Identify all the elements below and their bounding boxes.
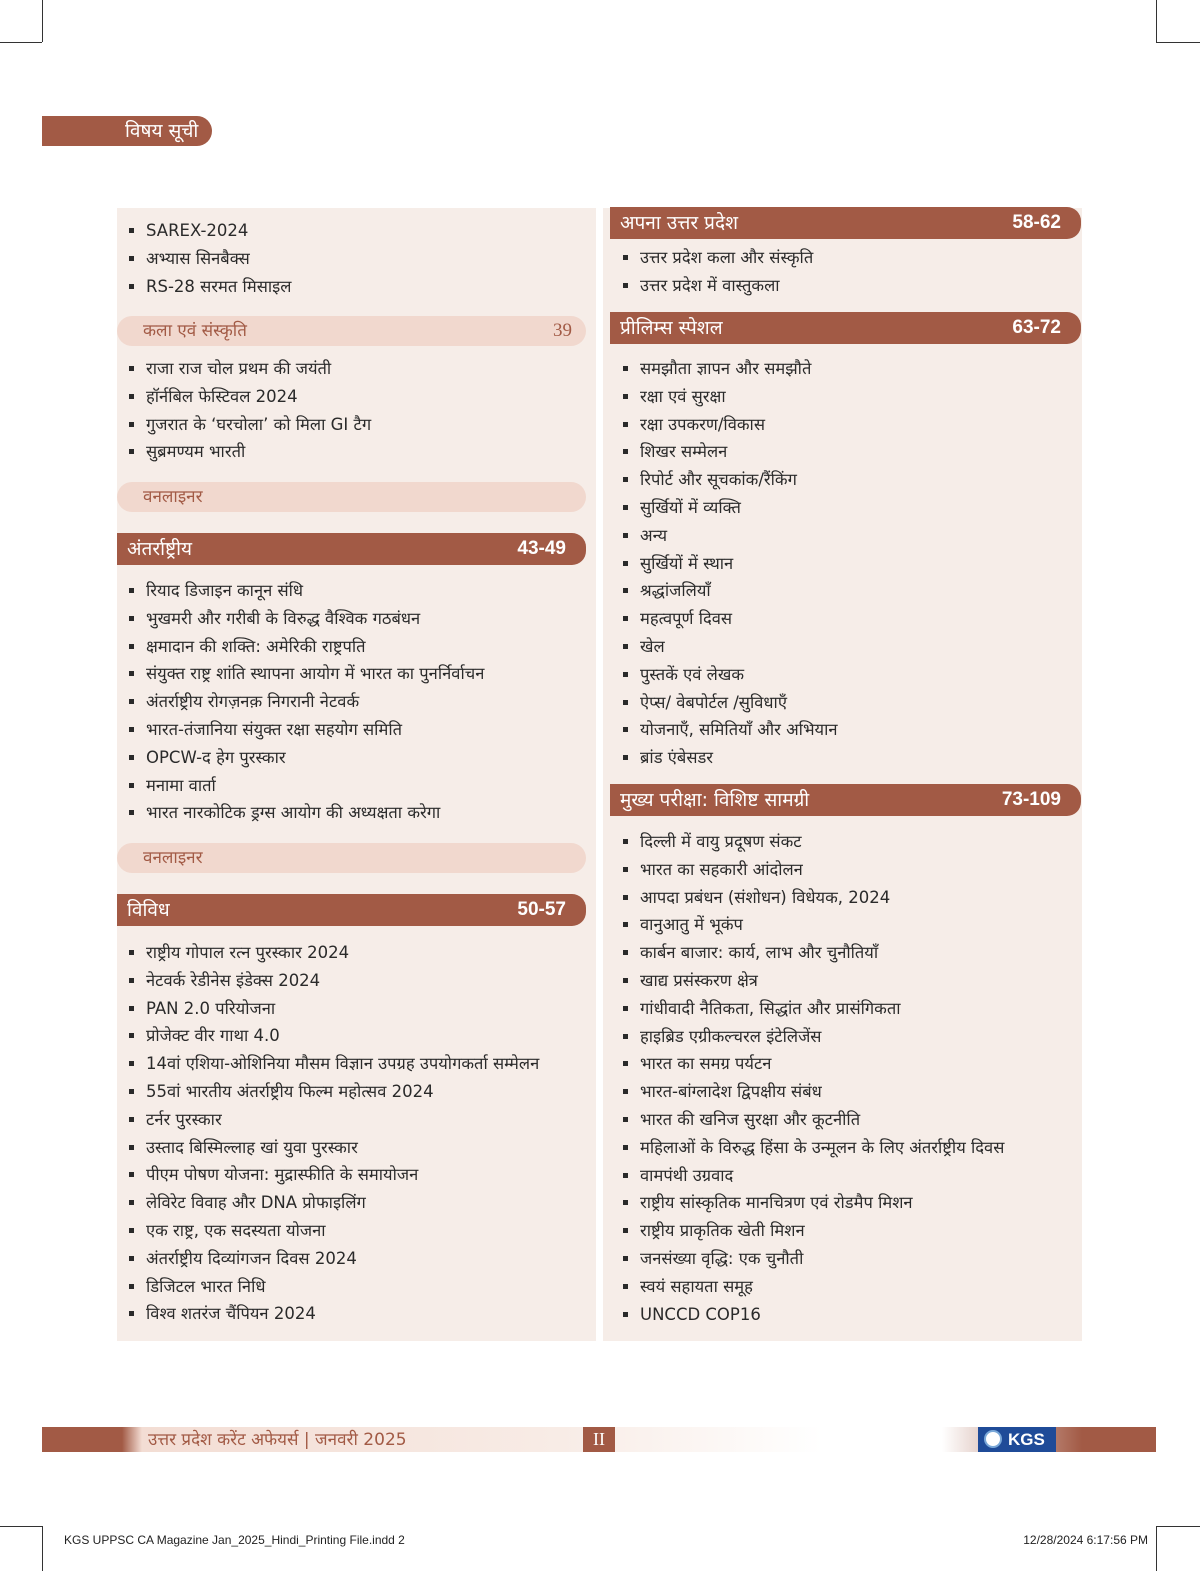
kala-list [128,355,371,466]
list-item[interactable]: उस्ताद बिस्मिल्लाह खां युवा पुरस्कार [128,1134,539,1162]
footer-title: उत्तर प्रदेश करेंट अफेयर्स | जनवरी 2025 [148,1430,407,1450]
list-item[interactable]: नेटवर्क रेडीनेस इंडेक्स 2024 [128,967,539,995]
list-item[interactable]: OPCW-द हेग पुरस्कार [128,744,484,772]
oneliner-pill[interactable] [117,482,586,512]
section-pages: 43-49 [517,538,566,559]
section-vividh[interactable] [117,894,586,926]
page-title: विषय सूची [42,116,212,146]
list-item[interactable]: पीएम पोषण योजना: मुद्रास्फीति के समायोजन [128,1161,539,1189]
list-item[interactable]: क्षमादान की शक्ति: अमेरिकी राष्ट्रपति [128,633,484,661]
list-item[interactable]: डिजिटल भारत निधि [128,1273,539,1301]
list-item[interactable]: विश्व शतरंज चैंपियन 2024 [128,1300,539,1328]
up-list [622,244,813,300]
list-item[interactable]: हाइब्रिड एग्रीकल्चरल इंटेलिजेंस [622,1023,1004,1051]
list-item[interactable]: पुस्तकें एवं लेखक [622,661,838,689]
intro-list [128,217,291,300]
list-item[interactable]: वामपंथी उग्रवाद [622,1162,1004,1190]
oneliner-pill[interactable] [117,843,586,873]
list-item[interactable]: राष्ट्रीय सांस्कृतिक मानचित्रण एवं रोडमैप मिशन [622,1189,1004,1217]
list-item[interactable]: गांधीवादी नैतिकता, सिद्धांत और प्रासंगिकता [622,995,1004,1023]
prelims-list [622,355,838,772]
list-item[interactable]: योजनाएँ, समितियाँ और अभियान [622,716,838,744]
list-item[interactable]: स्वयं सहायता समूह [622,1273,1004,1301]
section-pages: 63-72 [1012,317,1061,338]
list-item[interactable]: टर्नर पुरस्कार [128,1106,539,1134]
section-title: कला एवं संस्कृति [143,321,247,341]
list-item[interactable]: हॉर्नबिल फेस्टिवल 2024 [128,383,371,411]
crop-mark [42,0,43,42]
page-number: II [583,1427,615,1452]
list-item[interactable]: भारत-बांग्लादेश द्विपक्षीय संबंध [622,1078,1004,1106]
list-item[interactable]: 14वां एशिया-ओशिनिया मौसम विज्ञान उपग्रह उपयोगकर्ता सम्मेलन [128,1050,539,1078]
section-mains[interactable] [610,784,1081,816]
list-item[interactable]: खाद्य प्रसंस्करण क्षेत्र [622,967,1004,995]
list-item[interactable]: भुखमरी और गरीबी के विरुद्ध वैश्विक गठबंधन [128,605,484,633]
list-item[interactable]: जनसंख्या वृद्धि: एक चुनौती [622,1245,1004,1273]
section-pages: 73-109 [1001,789,1061,810]
list-item[interactable]: महत्वपूर्ण दिवस [622,605,838,633]
section-kala[interactable] [117,316,586,346]
vividh-list [128,939,539,1328]
list-item[interactable]: रक्षा एवं सुरक्षा [622,383,838,411]
list-item[interactable]: अन्य [622,522,838,550]
list-item[interactable]: श्रद्धांजलियाँ [622,577,838,605]
list-item[interactable]: महिलाओं के विरुद्ध हिंसा के उन्मूलन के लिए अंतर्राष्ट्रीय दिवस [622,1134,1004,1162]
list-item[interactable]: राजा राज चोल प्रथम की जयंती [128,355,371,383]
list-item[interactable]: शिखर सम्मेलन [622,438,838,466]
section-title: मुख्य परीक्षा: विशिष्ट सामग्री [620,789,810,811]
section-prelims[interactable] [610,312,1081,344]
list-item[interactable]: PAN 2.0 परियोजना [128,995,539,1023]
list-item[interactable]: आपदा प्रबंधन (संशोधन) विधेयक, 2024 [622,884,1004,912]
logo-emblem-icon [984,1430,1002,1448]
list-item[interactable]: SAREX-2024 [128,217,291,245]
list-item[interactable]: सुर्खियों में स्थान [622,550,838,578]
list-item[interactable]: भारत नारकोटिक ड्रग्स आयोग की अध्यक्षता करेगा [128,799,484,827]
section-title: वनलाइनर [143,848,203,868]
list-item[interactable]: दिल्ली में वायु प्रदूषण संकट [622,828,1004,856]
kgs-logo: KGS [978,1427,1056,1452]
list-item[interactable]: 55वां भारतीय अंतर्राष्ट्रीय फिल्म महोत्सव 2024 [128,1078,539,1106]
list-item[interactable]: RS-28 सरमत मिसाइल [128,273,291,301]
list-item[interactable]: वानुआतु में भूकंप [622,911,1004,939]
list-item[interactable]: समझौता ज्ञापन और समझौते [622,355,838,383]
list-item[interactable]: अभ्यास सिनबैक्स [128,245,291,273]
crop-mark [42,1526,43,1571]
list-item[interactable]: कार्बन बाजार: कार्य, लाभ और चुनौतियाँ [622,939,1004,967]
print-slug-file: KGS UPPSC CA Magazine Jan_2025_Hindi_Printing File.indd 2 [64,1533,405,1547]
list-item[interactable]: रियाद डिजाइन कानून संधि [128,577,484,605]
crop-mark [0,1526,42,1527]
section-title: अपना उत्तर प्रदेश [620,212,738,234]
list-item[interactable]: राष्ट्रीय गोपाल रत्न पुरस्कार 2024 [128,939,539,967]
section-title: अंतर्राष्ट्रीय [127,538,193,560]
list-item[interactable]: UNCCD COP16 [622,1301,1004,1329]
list-item[interactable]: अंतर्राष्ट्रीय दिव्यांगजन दिवस 2024 [128,1245,539,1273]
list-item[interactable]: अंतर्राष्ट्रीय रोगज़नक़ निगरानी नेटवर्क [128,688,484,716]
list-item[interactable]: भारत की खनिज सुरक्षा और कूटनीति [622,1106,1004,1134]
list-item[interactable]: मनामा वार्ता [128,772,484,800]
list-item[interactable]: रिपोर्ट और सूचकांक/रैंकिंग [622,466,838,494]
section-title: प्रीलिम्स स्पेशल [620,317,723,339]
section-title: विविध [127,899,170,921]
antarrashtriya-list [128,577,484,827]
crop-mark [1156,1526,1200,1527]
list-item[interactable]: भारत-तंजानिया संयुक्त रक्षा सहयोग समिति [128,716,484,744]
crop-mark [1156,42,1200,43]
section-antarrashtriya[interactable] [117,533,586,565]
print-slug-datetime: 12/28/2024 6:17:56 PM [1023,1533,1148,1547]
list-item[interactable]: लेविरेट विवाह और DNA प्रोफाइलिंग [128,1189,539,1217]
list-item[interactable]: सुब्रमण्यम भारती [128,438,371,466]
list-item[interactable]: एक राष्ट्र, एक सदस्यता योजना [128,1217,539,1245]
section-pages: 39 [553,320,572,341]
crop-mark [0,42,42,43]
section-title: वनलाइनर [143,487,203,507]
section-pages: 58-62 [1012,212,1061,233]
list-item[interactable]: ऐप्स/ वेबपोर्टल /सुविधाएँ [622,689,838,717]
list-item[interactable]: उत्तर प्रदेश कला और संस्कृति [622,244,813,272]
list-item[interactable]: भारत का सहकारी आंदोलन [622,856,1004,884]
list-item[interactable]: सुर्खियों में व्यक्ति [622,494,838,522]
list-item[interactable]: भारत का समग्र पर्यटन [622,1050,1004,1078]
list-item[interactable]: प्रोजेक्ट वीर गाथा 4.0 [128,1022,539,1050]
section-up[interactable] [610,207,1081,239]
list-item[interactable]: उत्तर प्रदेश में वास्तुकला [622,272,813,300]
list-item[interactable]: खेल [622,633,838,661]
list-item[interactable]: ब्रांड एंबेसडर [622,744,838,772]
list-item[interactable]: गुजरात के ‘घरचोला’ को मिला GI टैग [128,411,371,439]
list-item[interactable]: संयुक्त राष्ट्र शांति स्थापना आयोग में भारत का पुनर्निर्वाचन [128,660,484,688]
list-item[interactable]: राष्ट्रीय प्राकृतिक खेती मिशन [622,1217,1004,1245]
section-pages: 50-57 [517,899,566,920]
list-item[interactable]: रक्षा उपकरण/विकास [622,411,838,439]
crop-mark [1156,0,1157,42]
crop-mark [1156,1526,1157,1571]
mains-list [622,828,1004,1328]
